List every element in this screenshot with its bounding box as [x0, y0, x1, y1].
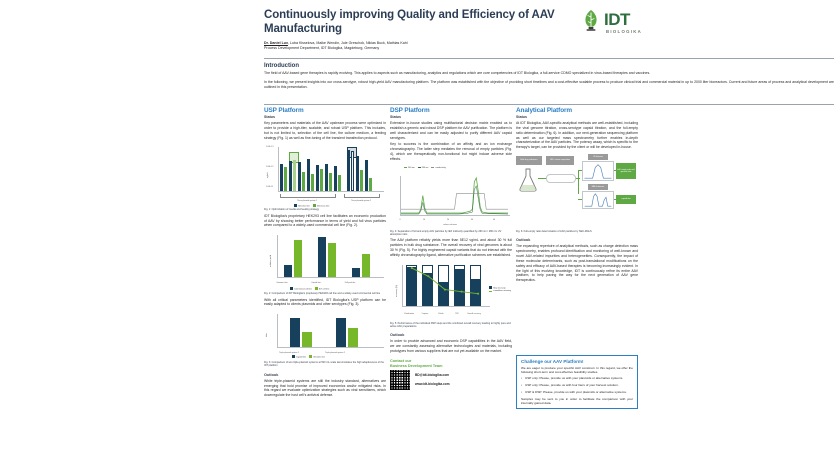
figure-6: [516, 154, 638, 228]
fig3-legend: [292, 355, 325, 359]
fig2-legend-item-1: Commercial cell line: [290, 287, 312, 291]
fig1-ytick-0: 1.0E+13: [266, 146, 274, 149]
wf-node-mals: MALS detector: [588, 184, 608, 190]
introduction-section: [264, 63, 834, 94]
usp-status-label: Status: [264, 115, 275, 119]
analytical-outlook-heading: Outlook: [516, 238, 531, 243]
fig5-xtick-2: Polish: [438, 312, 444, 315]
usp-p1: Key parameters and materials of the AAV upstream process were optimized in order to provide a high-titer, scalable, and robust USP platform. This includes, but is not limited to, selection of the cell line, the culture medium, a feeding strategy (Fig. 1) as well as fine-tuning of the transient transfection protocol.: [264, 121, 386, 140]
fig4-xtick-3: 30: [470, 218, 474, 221]
usp-outlook-heading: Outlook: [264, 372, 279, 377]
contact-line-2: Business Development Team: [390, 363, 443, 368]
usp-heading: USP Platform: [264, 107, 304, 114]
dsp-heading: DSP Platform: [390, 107, 430, 114]
usp-p2: IDT Biologika's proprietary HEK293 cell line facilitates an economic production of AAV by showing better performance in terms of yield and full virus particles when compared to a widely-used commercial cell line (Fig. 2).: [264, 213, 386, 228]
affiliation: Process Development Department, IDT Biologika, Magdeburg, Germany: [264, 46, 380, 51]
wf-arrow-3: [578, 170, 582, 171]
wf-arrow-5: [614, 170, 616, 171]
challenge-item-3: ▪ USP & DSP: Please, provide us with your plasmids or alternative systems.: [521, 390, 633, 394]
fig4-xtick-0: 0: [399, 218, 401, 221]
contact-line-1: Contact our: [390, 358, 412, 363]
fig1-legend-item-2: Infectious titer: [313, 204, 329, 208]
challenge-intro: We are eager to produce your specific AAV construct. In this regard, we offer the following short-term and cost-effective feasibility studies.: [521, 365, 633, 374]
flask-icon: [518, 168, 538, 192]
fig2-xtick-2: Capsid titer: [311, 282, 321, 285]
challenge-item-2: ▪ USP only: Please, provide us with four liters of your harvest solution.: [521, 383, 633, 387]
fig5-legend: [489, 286, 511, 293]
fig5-line: [403, 265, 490, 306]
poster-canvas: [258, 0, 840, 454]
wf-uv-chromatogram: [582, 161, 614, 181]
fig1-group-label-2: Three plasmid system 2: [350, 199, 372, 202]
contact-website[interactable]: www.idt-biologika.com: [415, 381, 450, 386]
fig1-ylabel: vg/mL: [266, 172, 269, 179]
fig1-brace-right: [344, 194, 380, 198]
fig1-legend: [294, 204, 329, 208]
uv-peak-trace: [583, 162, 613, 180]
poster-header: [258, 0, 840, 58]
fig5-xtick-1: Capture: [421, 312, 429, 315]
dsp-p3: The AAV platform reliably yields more than 5E12 vg/mL and about 30 % full particles in bulk drug substance. The overall recovery of viral genomes is about 30 % (Fig. 5). For highly engineered capsid variants that do not interact with the affinity chromatography ligand, alternative purification schemes are established.: [390, 238, 512, 257]
fig4-traces: [401, 176, 510, 215]
figure-1: [264, 144, 386, 206]
fig5-ylabel: recovery [%]: [396, 284, 399, 297]
logo-wordmark: IDT: [604, 10, 630, 29]
figure-3: [264, 311, 386, 359]
fig2-plot: [277, 235, 384, 278]
dsp-outlook-heading: Outlook: [390, 333, 405, 338]
figure-5: [390, 262, 512, 320]
fig2-xtick-3: Full particles: [344, 282, 356, 285]
fig2-ylabel: relative yield: [270, 255, 273, 268]
co-authors: , Luba Kisselova, Maike Wendin, Jule Greschok, Niklas Buck, Mathias Kahl: [287, 41, 408, 45]
challenge-item-1: ▪ USP only: Please, provide us with your plasmids or alternative systems.: [521, 376, 633, 380]
fig3-xtick-1: Triple plasmid system 1: [279, 352, 299, 355]
analytical-p1: At IDT Biologika, AAV-specific analytical methods are well-established, including the viral genome titration, cross-serotype capsid titration, and the full-empty ratio determination (Fig. 6). In addition, our next-generation sequencing platform as well as our targeted mass spectrometry further enables in-depth characterization of the AAV particles. The potency assay, which is specific to the therapy's target, can be provided by the client or will be developed in-house.: [516, 121, 638, 150]
wf-arrow-4: [578, 199, 582, 200]
content-columns: [264, 107, 836, 451]
wf-node-sec: SEC column separation: [546, 156, 574, 165]
fig1-plot: [278, 147, 384, 192]
fig4-legend: [404, 167, 446, 169]
fig2-xtick-1: Genomic titer: [276, 282, 288, 285]
fig5-caption: Fig. 5: Performance of the individual DSP steps and the combined overall recovery leading to highly pure and active AAV preparations: [390, 321, 511, 329]
wf-node-ratio: full / empty ratio and genomic titer: [616, 163, 636, 179]
wf-sec-column: [546, 174, 576, 183]
fig1-caption: Fig. 1: Optimization of media and feeding strategy: [264, 208, 320, 212]
fig4-caption: Fig. 4: Separation of full and empty AAV particles by IEX indirectly quantified by 260 nm / 280 nm UV absorption ratio: [390, 229, 502, 237]
fig5-plot: [402, 265, 490, 307]
fig3-plot: [277, 314, 384, 348]
fig4-legend-item-2: 280 nm: [418, 167, 429, 169]
fig5-xtick-3: TFF: [455, 312, 459, 315]
introduction-heading: Introduction: [264, 63, 299, 69]
fig3-ylabel: titer: [265, 333, 268, 338]
figure-2: [264, 232, 386, 290]
fig6-caption: Fig. 6: Full-empty ratio determination of AAV particles by SEC-MALS: [516, 230, 592, 234]
challenge-box: [516, 355, 638, 409]
divider-top: [264, 58, 834, 59]
fig2-legend: [290, 287, 329, 291]
usp-p3: With all critical parameters identified, IDT Biologika's USP platform can be easily adapted to clients plasmids and other serotypes (Fig. 3).: [264, 297, 386, 307]
fig3-legend-item-2: Genomic titer: [309, 355, 325, 359]
wf-arrow-6: [614, 199, 616, 200]
column-usp: [264, 107, 386, 398]
fig1-brace-left: [280, 194, 336, 198]
fig1-group-label-1: Three plasmid system 1: [296, 199, 318, 202]
fig4-xtick-4: 40: [492, 218, 496, 221]
contact-block: [390, 359, 512, 393]
fig4-xlabel: column volumes: [443, 223, 457, 226]
fig1-ytick-1: 1.0E+12: [266, 166, 274, 169]
challenge-closing: Samples may be sent to you in order to facilitate the comparison with your internally gained data.: [521, 397, 633, 406]
wf-mals-chromatogram: [582, 191, 614, 209]
divider-intro-bottom: [264, 104, 834, 105]
leaf-flask-icon: [580, 9, 602, 34]
fig3-caption: Fig. 3: Comparison of two triple-plasmid systems at 500 mL scale demonstrates the high adaptiveness of the IDT platform: [264, 361, 384, 368]
analytical-status-label: Status: [516, 115, 527, 119]
qr-code[interactable]: [390, 370, 410, 390]
usp-outlook: While triple-plasmid systems are still the industry standard, alternatives are emerging that hold promise of improved economics and/or mitigated risks. In this regard we evaluate optimization strategies such as viral sensitizers, which downregulate the host cell's antiviral defense.: [264, 378, 386, 398]
author-list: [264, 41, 594, 51]
fig4-legend-item-1: 260 nm: [404, 167, 415, 169]
wf-arrow-1: [538, 178, 546, 179]
fig5-legend-item-1: Step recovery: [489, 286, 505, 290]
fig2-caption: Fig. 2: Comparison of IDT Biologika's proprietary HEK293 cell line and a widely-used commercial cell line: [264, 292, 381, 296]
logo-subtitle: BIOLOGIKA: [606, 29, 643, 34]
page-title: Continuously improving Quality and Efficiency of AAV Manufacturing: [264, 9, 555, 35]
dsp-p1: Extensive in-house studies using multifactorial decision matrix enabled us to establish a generic and robust DSP platform for AAV purification. The platform is well characterized and can be easily adjusted to purify different AAV capsid serotypes.: [390, 121, 512, 140]
fig4-xtick-2: 20: [446, 218, 450, 221]
fig1-legend-item-1: Genomic titer: [294, 204, 310, 208]
fig5-legend-item-2: cumulative recovery: [489, 290, 511, 292]
contact-email[interactable]: BD@idt-biologika.com: [415, 372, 450, 377]
fig2-legend-item-2: IDT cell line: [315, 287, 329, 291]
fig1-ytick-2: 1.0E+11: [266, 186, 274, 189]
idt-biologika-logo: [580, 9, 690, 39]
fig3-xtick-2: Triple plasmid system 2: [325, 352, 345, 355]
introduction-p1: The field of AAV-based gene therapies is rapidly evolving. This applies to aspects such as manufacturing, analytics and regulations which are core competencies of IDT Biologika, a full-service CDMO specialized in virus-based therapies and vaccines.: [264, 71, 651, 75]
fig5-xtick-4: Overall recovery: [467, 312, 481, 315]
column-analytical: [516, 107, 638, 406]
wf-arrow-split: [578, 170, 579, 194]
analytical-heading: Analytical Platform: [516, 107, 572, 114]
fig4-plot: [400, 176, 510, 216]
wf-node-capsid: capsid titer: [616, 195, 636, 204]
dsp-p2: Key to success is the combination of an affinity and an ion exchange chromatography. The latter step mediates the removal of empty particles (Fig. 4), which are therapeutically non-functional but might induce adverse side effects.: [390, 142, 512, 161]
dsp-status-label: Status: [390, 115, 401, 119]
mals-peak-trace: [583, 192, 613, 208]
analytical-outlook: The expanding repertoire of analytical methods, such as charge detection mass spectrometry, enables profound identification and monitoring of well-known and novel AAV-related impurities and heterogeneities. Consequently, the impact of these molecular determinants, such as post-translational modifications on the safety and efficacy of AAV-based therapies is becoming increasingly evident. In the light of this evolving knowledge, IDT is continuously refine its entire AAV platform, to help paving the way for the next generation of AAV gene therapeutics.: [516, 244, 638, 283]
figure-4: [390, 166, 512, 228]
challenge-heading: Challenge our AAV Platform!: [521, 359, 584, 364]
introduction-p2: In the following, we present insights into our cross-serotype, robust high-yield AAV manufacturing platform. The platform was established with the objective of providing short timelines and a cost-effective scalable process to produce clinical trial and commercial material in up to 2000 liter bioreactors. Current and future areas of process and analytical development are outlined in this presentation.: [264, 80, 834, 90]
wf-node-bulk: Bulk drug substance: [516, 156, 542, 165]
fig4-legend-item-3: conductivity: [431, 167, 445, 169]
dsp-outlook: In order to provide advanced and economic DSP capabilities in the AAV field, we are constantly assessing alternative technologies and materials, including prototypes from various suppliers that are not yet available on the market.: [390, 339, 512, 353]
fig3-legend-item-1: Capsid titer: [292, 355, 306, 359]
wf-node-uv: UV detector: [588, 154, 608, 160]
fig4-xtick-1: 10: [422, 218, 426, 221]
lead-author: Dr. Daniel Lux: [264, 41, 288, 45]
fig5-xtick-0: Clarification: [404, 312, 414, 315]
column-dsp: [390, 107, 512, 393]
